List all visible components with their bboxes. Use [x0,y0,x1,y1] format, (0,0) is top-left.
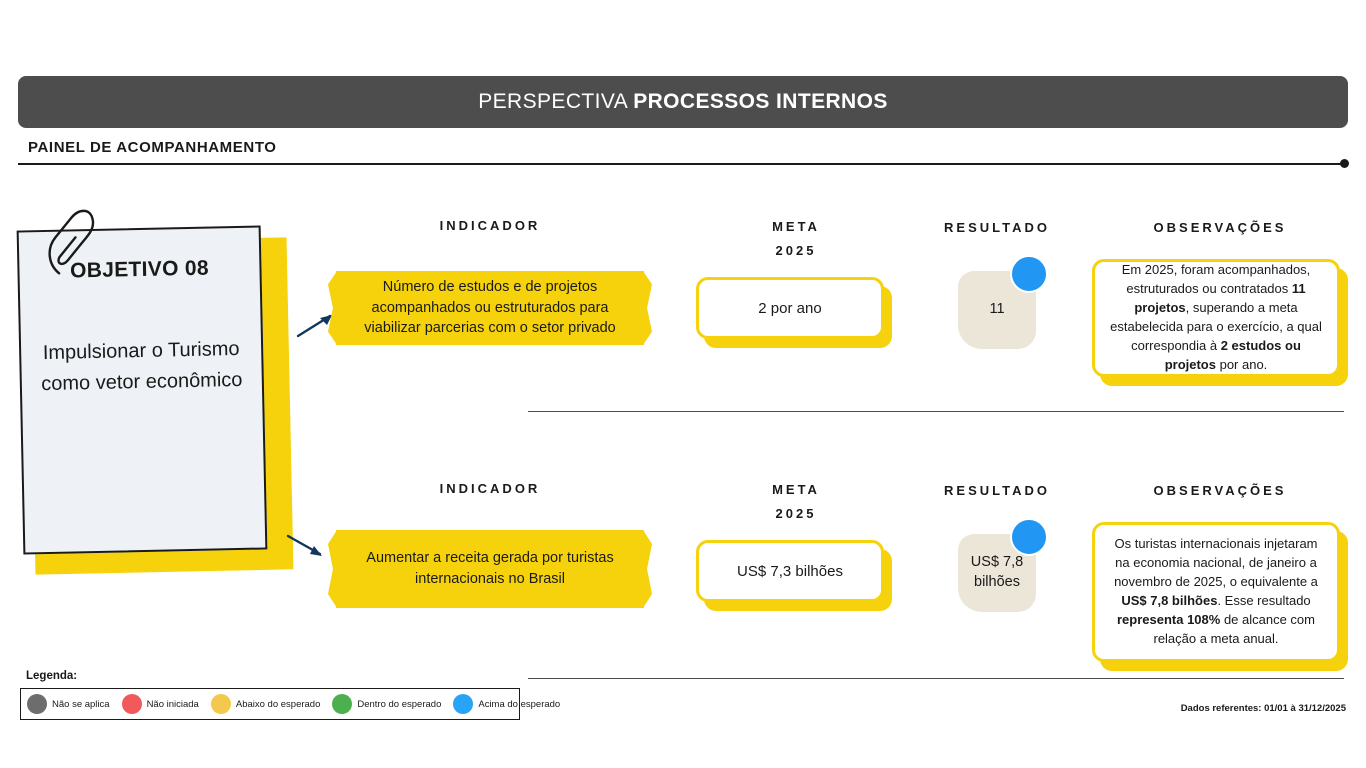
column-header-indicador-2: INDICADOR [439,481,541,496]
indicator-tape-row-1 [336,271,644,345]
legend-label: Dentro do esperado [357,698,442,710]
indicator-tape-row-2 [336,530,644,608]
perspective-title-strong: PROCESSOS INTERNOS [633,90,888,113]
indicator-text-row-1: Número de estudos e de projetos acompanhados ou estruturados para viabilizar parcerias com o setor privado [364,279,616,337]
row-separator-2 [528,678,1344,679]
header-divider-dot [1340,159,1349,168]
observation-box-body-row-2 [1092,522,1340,662]
arrow-icon-row-2 [286,530,328,560]
header-divider [18,163,1344,165]
column-header-observacoes-2: OBSERVAÇÕES [1153,483,1287,498]
column-header-observacoes-1: OBSERVAÇÕES [1153,220,1287,235]
legend-title: Legenda: [26,670,78,682]
result-value-row-2: US$ 7,8 bilhões [970,554,1024,590]
observation-text-row-1: Em 2025, foram acompanhados, estruturados ou contratados 11 projetos, superando a meta estabelecida para o exercício, a qual correspondia à 2 estudos ou projetos por ano. [1110,262,1322,372]
perspective-header-bar [18,76,1348,128]
result-blob-row-2 [958,534,1036,612]
row-separator-1 [528,411,1344,412]
meta-value-row-1: 2 por ano [758,299,822,317]
column-header-resultado-2: RESULTADO [944,483,1050,498]
legend [20,688,561,720]
perspective-title [478,90,888,114]
legend-label: Abaixo do esperado [235,698,321,710]
objective-title: OBJETIVO 08 [69,256,210,283]
legend-item [332,694,441,714]
observation-box-row-2 [1092,522,1340,662]
paperclip-icon [38,203,101,282]
column-header-meta-year-1: 2025 [775,243,817,258]
legend-label: Acima do esperado [478,698,561,710]
legend-color-dot [122,694,142,714]
column-header-meta-1: META [772,219,820,234]
legend-label: Não iniciada [146,698,199,710]
column-header-resultado-1: RESULTADO [944,220,1050,235]
legend-color-dot [211,694,231,714]
legend-color-dot [453,694,473,714]
legend-color-dot [332,694,352,714]
meta-box-body-row-2 [696,540,884,602]
observation-text-row-2: Os turistas internacionais injetaram na economia nacional, de janeiro a novembro de 2025, o equivalente a US$ 7,8 bilhões. Esse resultado representa 108% de alcance com relação a meta anual. [1114,536,1318,646]
observation-box-row-1 [1092,259,1340,377]
result-value-row-1: 11 [989,301,1005,318]
objective-text: Impulsionar o Turismo como vetor econômico [41,337,243,396]
meta-box-row-1 [696,277,884,339]
perspective-title-prefix: PERSPECTIVA [478,90,634,113]
status-badge-row-2 [1010,518,1048,556]
status-badge-row-1 [1010,255,1048,293]
footer-note: Dados referentes: 01/01 à 31/12/2025 [1180,703,1346,714]
panel-label: PAINEL DE ACOMPANHAMENTO [28,139,277,156]
meta-box-body-row-1 [696,277,884,339]
meta-box-row-2 [696,540,884,602]
legend-label: Não se aplica [52,698,110,710]
legend-item [211,694,321,714]
meta-value-row-2: US$ 7,3 bilhões [737,562,843,580]
legend-item [122,694,199,714]
legend-item [453,694,560,714]
legend-color-dot [27,694,47,714]
legend-item [27,694,110,714]
result-blob-row-1 [958,271,1036,349]
column-header-meta-2: META [772,482,820,497]
column-header-indicador-1: INDICADOR [439,218,541,233]
column-header-meta-year-2: 2025 [775,506,817,521]
observation-box-body-row-1 [1092,259,1340,377]
objective-card [20,228,292,576]
indicator-text-row-2: Aumentar a receita gerada por turistas internacionais no Brasil [366,550,614,587]
